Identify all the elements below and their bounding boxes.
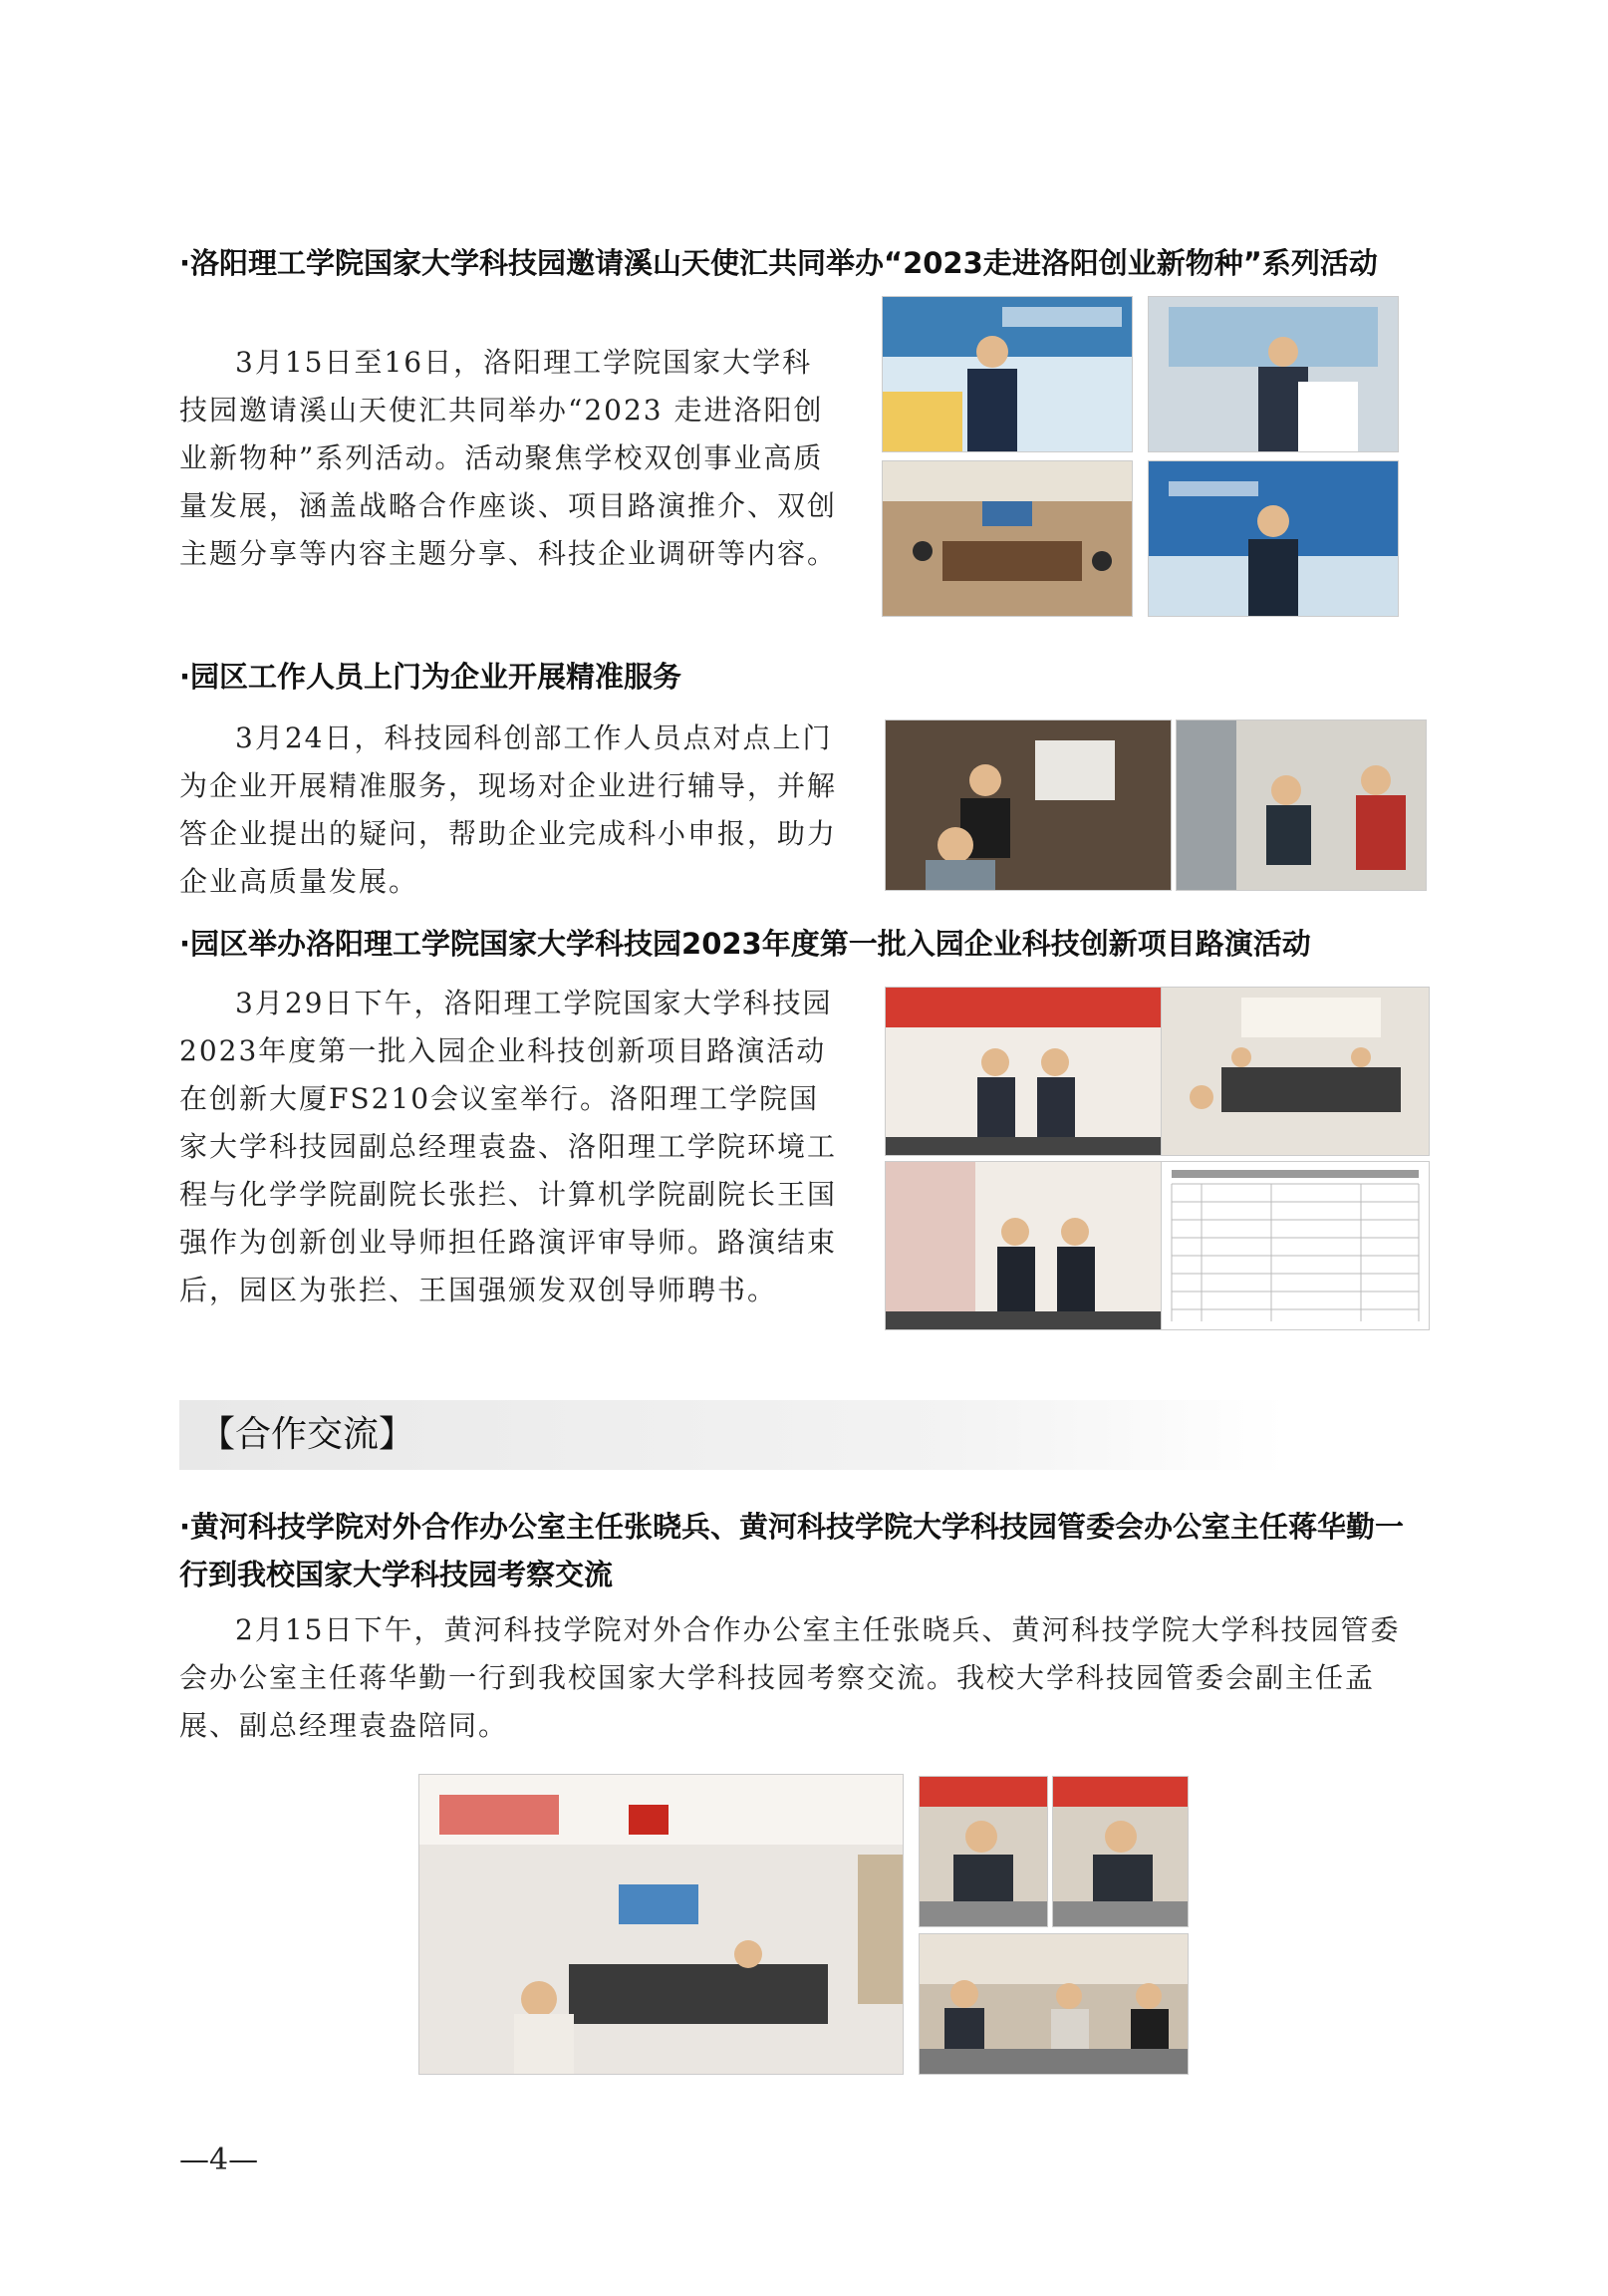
- news-heading-3: ·园区举办洛阳理工学院国家大学科技园2023年度第一批入园企业科技创新项目路演活动: [179, 927, 1311, 961]
- photo-roadshow-audience: [1161, 987, 1430, 1156]
- news-body-1-wrap: [179, 339, 837, 578]
- photo-enterprise-list-table: [1161, 1161, 1430, 1330]
- exchange-heading: ·黄河科技学院对外合作办公室主任张晓兵、黄河科技学院大学科技园管委会办公室主任蒋华勤一行到我校国家大学科技园考察交流: [179, 1510, 1405, 1591]
- news-body-3: 3月29日下午，洛阳理工学院国家大学科技园2023年度第一批入园企业科技创新项目路演活动在创新大厦FS210会议室举行。洛阳理工学院国家大学科技园副总经理袁盎、洛阳理工学院环境工程与化学学院副院长张拦、计算机学院副院长王国强作为创新创业导师担任路演评审导师。路演结束后，园区为张拦、王国强颁发双创导师聘书。: [179, 987, 838, 1306]
- photo-speaker-stage: [882, 296, 1133, 452]
- photo-enterprise-visit-1: [885, 719, 1172, 891]
- section-title: 【合作交流】: [199, 1414, 415, 1455]
- news-body-3-wrap: [179, 980, 837, 1314]
- photo-exchange-participant-1: [919, 1776, 1048, 1927]
- news-body-2-wrap: [179, 715, 857, 906]
- photo-exchange-group: [919, 1933, 1189, 2075]
- news-item-2: [179, 653, 1425, 701]
- news-heading-2: ·园区工作人员上门为企业开展精准服务: [179, 660, 682, 694]
- photo-meeting-room: [882, 460, 1133, 617]
- photo-speaker-podium: [1148, 296, 1399, 452]
- news-item-3: [179, 920, 1425, 968]
- photo-exchange-participant-2: [1052, 1776, 1189, 1927]
- exchange-body: 2月15日下午，黄河科技学院对外合作办公室主任张晓兵、黄河科技学院大学科技园管委会办公室主任蒋华勤一行到我校国家大学科技园考察交流。我校大学科技园管委会副主任孟展、副总经理袁盎陪同。: [179, 1613, 1401, 1742]
- news-item-1: [179, 239, 1425, 287]
- photo-enterprise-visit-2: [1176, 719, 1427, 891]
- news-body-1: 3月15日至16日，洛阳理工学院国家大学科技园邀请溪山天使汇共同举办“2023 走进洛阳创业新物种”系列活动。活动聚焦学校双创事业高质量发展，涵盖战略合作座谈、项目路演推介、双创主题分享等内容主题分享、科技企业调研等内容。: [179, 346, 838, 570]
- photo-exchange-meeting: [418, 1774, 904, 2075]
- exchange-item: [179, 1503, 1425, 1750]
- news-body-2: 3月24日，科技园科创部工作人员点对点上门为企业开展精准服务，现场对企业进行辅导，并解答企业提出的疑问，帮助企业完成科小申报，助力企业高质量发展。: [179, 721, 838, 898]
- photo-speaker-presentation: [1148, 460, 1399, 617]
- photo-certificate-award-2: [885, 1161, 1166, 1330]
- news-heading-1: ·洛阳理工学院国家大学科技园邀请溪山天使汇共同举办“2023走进洛阳创业新物种”系列活动: [179, 246, 1378, 280]
- page-number: —4—: [179, 2143, 259, 2177]
- photo-certificate-award-1: [885, 987, 1166, 1156]
